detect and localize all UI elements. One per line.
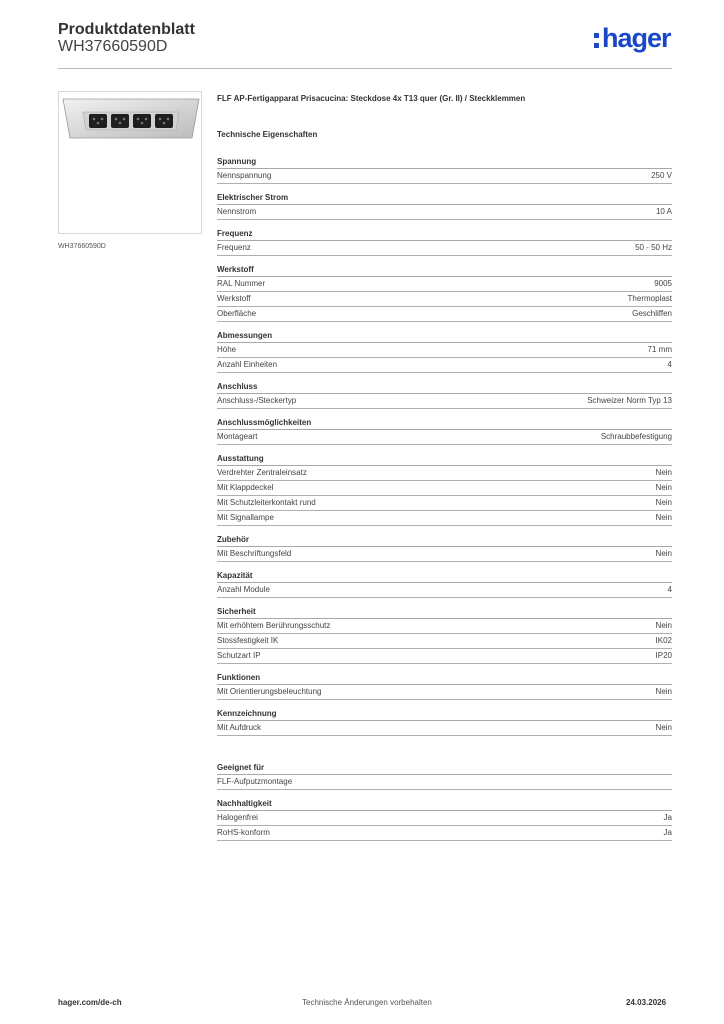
product-code: WH37660590D [58, 38, 168, 55]
property-row [217, 430, 672, 445]
footer-date: 24.03.2026 [626, 998, 667, 1007]
socket [89, 114, 107, 128]
specification-column [217, 94, 672, 849]
socket-pin [137, 118, 140, 121]
socket [133, 114, 151, 128]
property-group [217, 264, 672, 322]
group-title: Abmessungen [217, 330, 672, 343]
property-label: Anzahl Module [217, 585, 270, 594]
property-group [217, 381, 672, 409]
page-title: Produktdatenblatt [58, 21, 195, 38]
group-title: Sicherheit [217, 606, 672, 619]
group-title: Elektrischer Strom [217, 192, 672, 205]
property-label: Mit Orientierungsbeleuchtung [217, 687, 322, 696]
property-label: Anzahl Einheiten [217, 360, 278, 369]
property-group [217, 192, 672, 220]
property-value: 4 [667, 360, 672, 369]
property-value: Schweizer Norm Typ 13 [587, 396, 672, 405]
property-row [217, 775, 672, 790]
group-title: Werkstoff [217, 264, 672, 277]
property-row [217, 619, 672, 634]
property-label: Mit Schutzleiterkontakt rund [217, 498, 316, 507]
property-row [217, 685, 672, 700]
socket-pin [145, 118, 148, 121]
property-row [217, 277, 672, 292]
property-value: 250 V [651, 171, 672, 180]
socket [111, 114, 129, 128]
property-group [217, 330, 672, 373]
property-value: Nein [655, 723, 672, 732]
property-label: RAL Nummer [217, 279, 266, 288]
property-row [217, 169, 672, 184]
property-row [217, 241, 672, 256]
property-row [217, 205, 672, 220]
group-title: Kapazität [217, 570, 672, 583]
property-row [217, 721, 672, 736]
product-image-svg [59, 92, 202, 234]
property-value: Nein [655, 621, 672, 630]
property-row [217, 343, 672, 358]
product-image [58, 91, 202, 234]
property-value: Ja [663, 813, 672, 822]
property-group [217, 606, 672, 664]
property-row [217, 496, 672, 511]
group-title: Ausstattung [217, 453, 672, 466]
property-row [217, 394, 672, 409]
property-label: Mit Klappdeckel [217, 483, 274, 492]
property-label: Mit Signallampe [217, 513, 274, 522]
property-group [217, 417, 672, 445]
image-caption: WH37660590D [58, 243, 106, 250]
property-row [217, 307, 672, 322]
property-row [217, 826, 672, 841]
group-title: Geeignet für [217, 762, 672, 775]
socket-pin [101, 118, 104, 121]
property-value: 4 [667, 585, 672, 594]
property-label: RoHS-konform [217, 828, 270, 837]
property-label: Stossfestigkeit IK [217, 636, 279, 645]
property-value: Nein [655, 483, 672, 492]
property-value: Nein [655, 468, 672, 477]
property-label: Verdrehter Zentraleinsatz [217, 468, 307, 477]
property-value: Thermoplast [627, 294, 672, 303]
property-label: Mit erhöhtem Berührungsschutz [217, 621, 331, 630]
property-row [217, 511, 672, 526]
group-title: Nachhaltigkeit [217, 798, 672, 811]
property-label: Montageart [217, 432, 258, 441]
socket-pin [123, 118, 126, 121]
property-label: Mit Aufdruck [217, 723, 262, 732]
property-row [217, 466, 672, 481]
socket-pin [159, 118, 162, 121]
property-value: Nein [655, 498, 672, 507]
header-divider [58, 68, 672, 69]
property-label: Nennspannung [217, 171, 272, 180]
technical-properties-heading: Technische Eigenschaften [217, 130, 318, 139]
property-value: 71 mm [647, 345, 672, 354]
property-label: Oberfläche [217, 309, 257, 318]
property-groups [217, 156, 672, 841]
property-value: Nein [655, 687, 672, 696]
property-group [217, 228, 672, 256]
footer-disclaimer: Technische Änderungen vorbehalten [302, 998, 432, 1007]
property-value: Ja [663, 828, 672, 837]
property-label: Werkstoff [217, 294, 251, 303]
socket [155, 114, 173, 128]
property-row [217, 649, 672, 664]
property-group [217, 798, 672, 841]
group-title: Kennzeichnung [217, 708, 672, 721]
socket-pin [141, 122, 144, 125]
socket-pin [115, 118, 118, 121]
product-title: FLF AP-Fertigapparat Prisacucina: Steckdose 4x T13 quer (Gr. II) / Steckklemmen [217, 94, 526, 103]
property-row [217, 583, 672, 598]
property-label: Schutzart IP [217, 651, 261, 660]
property-group [217, 534, 672, 562]
property-value: Nein [655, 549, 672, 558]
property-group [217, 672, 672, 700]
socket-pin [97, 122, 100, 125]
property-row [217, 634, 672, 649]
property-group [217, 156, 672, 184]
property-group [217, 762, 672, 790]
group-title: Funktionen [217, 672, 672, 685]
property-label: FLF-Aufputzmontage [217, 777, 293, 786]
property-label: Nennstrom [217, 207, 257, 216]
property-row [217, 547, 672, 562]
property-row [217, 358, 672, 373]
footer-website: hager.com/de-ch [58, 998, 122, 1007]
property-value: Schraubbefestigung [600, 432, 672, 441]
property-group [217, 453, 672, 526]
property-label: Frequenz [217, 243, 251, 252]
group-title: Spannung [217, 156, 672, 169]
group-title: Anschlussmöglichkeiten [217, 417, 672, 430]
socket-pin [163, 122, 166, 125]
socket-pin [93, 118, 96, 121]
property-value: Geschliffen [632, 309, 672, 318]
property-group [217, 570, 672, 598]
property-group [217, 708, 672, 736]
property-value: 9005 [654, 279, 672, 288]
property-value: Nein [655, 513, 672, 522]
property-label: Halogenfrei [217, 813, 258, 822]
property-label: Anschluss-/Steckertyp [217, 396, 297, 405]
property-label: Höhe [217, 345, 237, 354]
property-row [217, 481, 672, 496]
property-value: 50 - 50 Hz [635, 243, 672, 252]
socket-pin [167, 118, 170, 121]
property-row [217, 811, 672, 826]
group-title: Anschluss [217, 381, 672, 394]
group-title: Zubehör [217, 534, 672, 547]
property-label: Mit Beschriftungsfeld [217, 549, 292, 558]
socket-pin [119, 122, 122, 125]
group-title: Frequenz [217, 228, 672, 241]
property-value: IP20 [655, 651, 672, 660]
property-value: IK02 [655, 636, 672, 645]
property-row [217, 292, 672, 307]
property-value: 10 A [655, 207, 672, 216]
